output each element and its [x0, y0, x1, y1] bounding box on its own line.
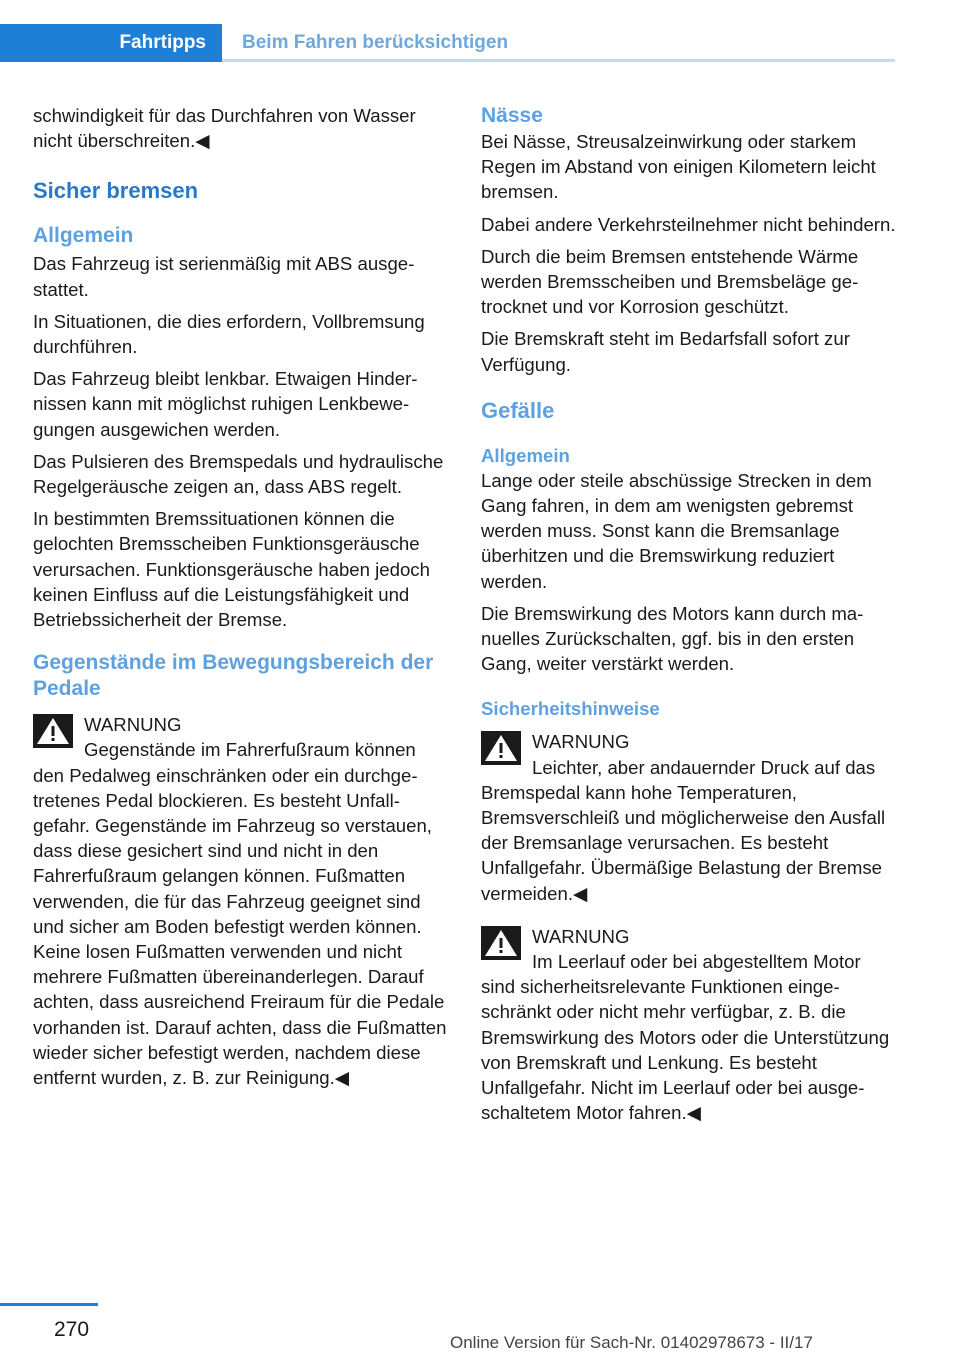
- warning-text: Gegenstände im Fahrerfußraum können den Pedalweg einschränken oder ein durchgetretenes Pedal blockieren. Es besteht Unfallgefahr. Gegenstände im Fahrzeug so verstauen, dass diese gesichert sind und nicht in den Fahrerfußraum gelangen können. Fußmatten verwenden, die für das Fahrzeug geeignet sind und sicher am Boden befestigt werden können. Keine losen Fußmatten verwenden und nicht mehrere Fußmatten übereinanderlegen. Darauf achten, dass ausreichend Freiraum für die Pedale vorhanden ist. Darauf achten, dass die Fußmatten wieder sicher befestigt werden, nachdem diese entfernt wurden, z. B. zur Reinigung.◀: [33, 739, 447, 1089]
- online-version-note: Online Version für Sach-Nr. 01402978673 - II/17: [450, 1333, 813, 1352]
- heading-sicherheitshinweise: Sicherheitshinweise: [481, 698, 660, 720]
- heading-gefaelle: Gefälle: [481, 397, 555, 423]
- heading-allgemein: Allgemein: [33, 224, 134, 248]
- continued-paragraph: schwindigkeit für das Durchfahren von Wasser nicht überschreiten.◀: [33, 105, 416, 152]
- section-tab[interactable]: Beim Fahren berücksichtigen: [242, 32, 509, 53]
- warning-block-leerlauf: [481, 924, 896, 1126]
- footer-rule: [0, 1303, 98, 1306]
- page-number: 270: [54, 1318, 90, 1341]
- paragraph-vollbremsung: In Situationen, die dies erfordern, Vollbremsung durchführen.: [33, 310, 425, 358]
- paragraph-pulsieren: Das Pulsieren des Bremspedals und hydraulische Regelgeräusche zeigen an, dass ABS regelt.: [33, 450, 444, 498]
- chapter-tab[interactable]: Fahrtipps: [0, 24, 222, 62]
- paragraph-bremsscheiben: In bestimmten Bremssituationen können die gelochten Bremsscheiben Funktionsgeräusche verursachen. Funktionsgeräusche haben jedoch keinen Einfluss auf die Leistungsfähigkeit und Betriebssicherheit der Bremse.: [33, 508, 430, 631]
- paragraph-verkehrsteilnehmer: Dabei andere Verkehrsteilnehmer nicht behindern.: [481, 213, 896, 235]
- warning-triangle-icon: [33, 714, 73, 748]
- right-column: [481, 103, 896, 1126]
- paragraph-zurueckschalten: Die Bremswirkung des Motors kann durch manuelles Zurückschalten, ggf. bis in den ersten Gang, weiter verstärkt werden.: [481, 602, 864, 675]
- warning-title: WARNUNG: [532, 925, 630, 947]
- warning-triangle-icon: [481, 926, 521, 960]
- paragraph-waerme: Durch die beim Bremsen entstehende Wärme werden Bremsscheiben und Bremsbeläge getrocknet und vor Korrosion geschützt.: [481, 245, 859, 318]
- heading-sicher-bremsen: Sicher bremsen: [33, 178, 199, 204]
- paragraph-bremskraft: Die Bremskraft steht im Bedarfsfall sofort zur Verfügung.: [481, 328, 850, 375]
- paragraph-naesse: Bei Nässe, Streusalzeinwirkung oder starkem Regen im Abstand von einigen Kilometern leicht bremsen.: [481, 131, 876, 203]
- header-rule: [222, 59, 895, 62]
- warning-title: WARNUNG: [532, 731, 630, 753]
- warning-text: Leichter, aber andauernder Druck auf das Bremspedal kann hohe Temperaturen, Bremsverschleiß und möglicherweise den Ausfall der Bremsanlage verursachen. Es besteht Unfallgefahr. Übermäßige Belastung der Bremse vermeiden.◀: [481, 756, 886, 904]
- paragraph-lenkbar: Das Fahrzeug bleibt lenkbar. Etwaigen Hindernissen kann mit möglichst ruhigen Lenkbewegungen ausgewichen werden.: [33, 368, 418, 440]
- warning-block-bremspedal: [481, 729, 896, 905]
- paragraph-gefaelle: Lange oder steile abschüssige Strecken in dem Gang fahren, in dem am wenigsten gebremst werden muss. Sonst kann die Bremsanlage überhitzen und die Bremswirkung reduziert werden.: [481, 469, 872, 592]
- heading-allgemein-gefaelle: Allgemein: [481, 444, 570, 466]
- page-header: [0, 24, 895, 62]
- heading-pedale: Gegenstände im Bewegungsbereich der Pedale: [33, 651, 434, 701]
- left-column: [33, 103, 448, 1090]
- heading-naesse: Nässe: [481, 104, 543, 127]
- warning-text: Im Leerlauf oder bei abgestelltem Motor sind sicherheitsrelevante Funktionen eingeschränkt oder nicht mehr verfügbar, z. B. die Bremswirkung des Motors oder die Unterstützung von Bremskraft und Lenkung. Es besteht Unfallgefahr. Nicht im Leerlauf oder bei ausgeschaltetem Motor fahren.◀: [481, 951, 890, 1124]
- warning-title: WARNUNG: [84, 714, 182, 736]
- warning-block-pedale: [33, 712, 448, 1090]
- warning-triangle-icon: [481, 731, 521, 765]
- paragraph-abs: Das Fahrzeug ist serienmäßig mit ABS ausgestattet.: [33, 253, 415, 300]
